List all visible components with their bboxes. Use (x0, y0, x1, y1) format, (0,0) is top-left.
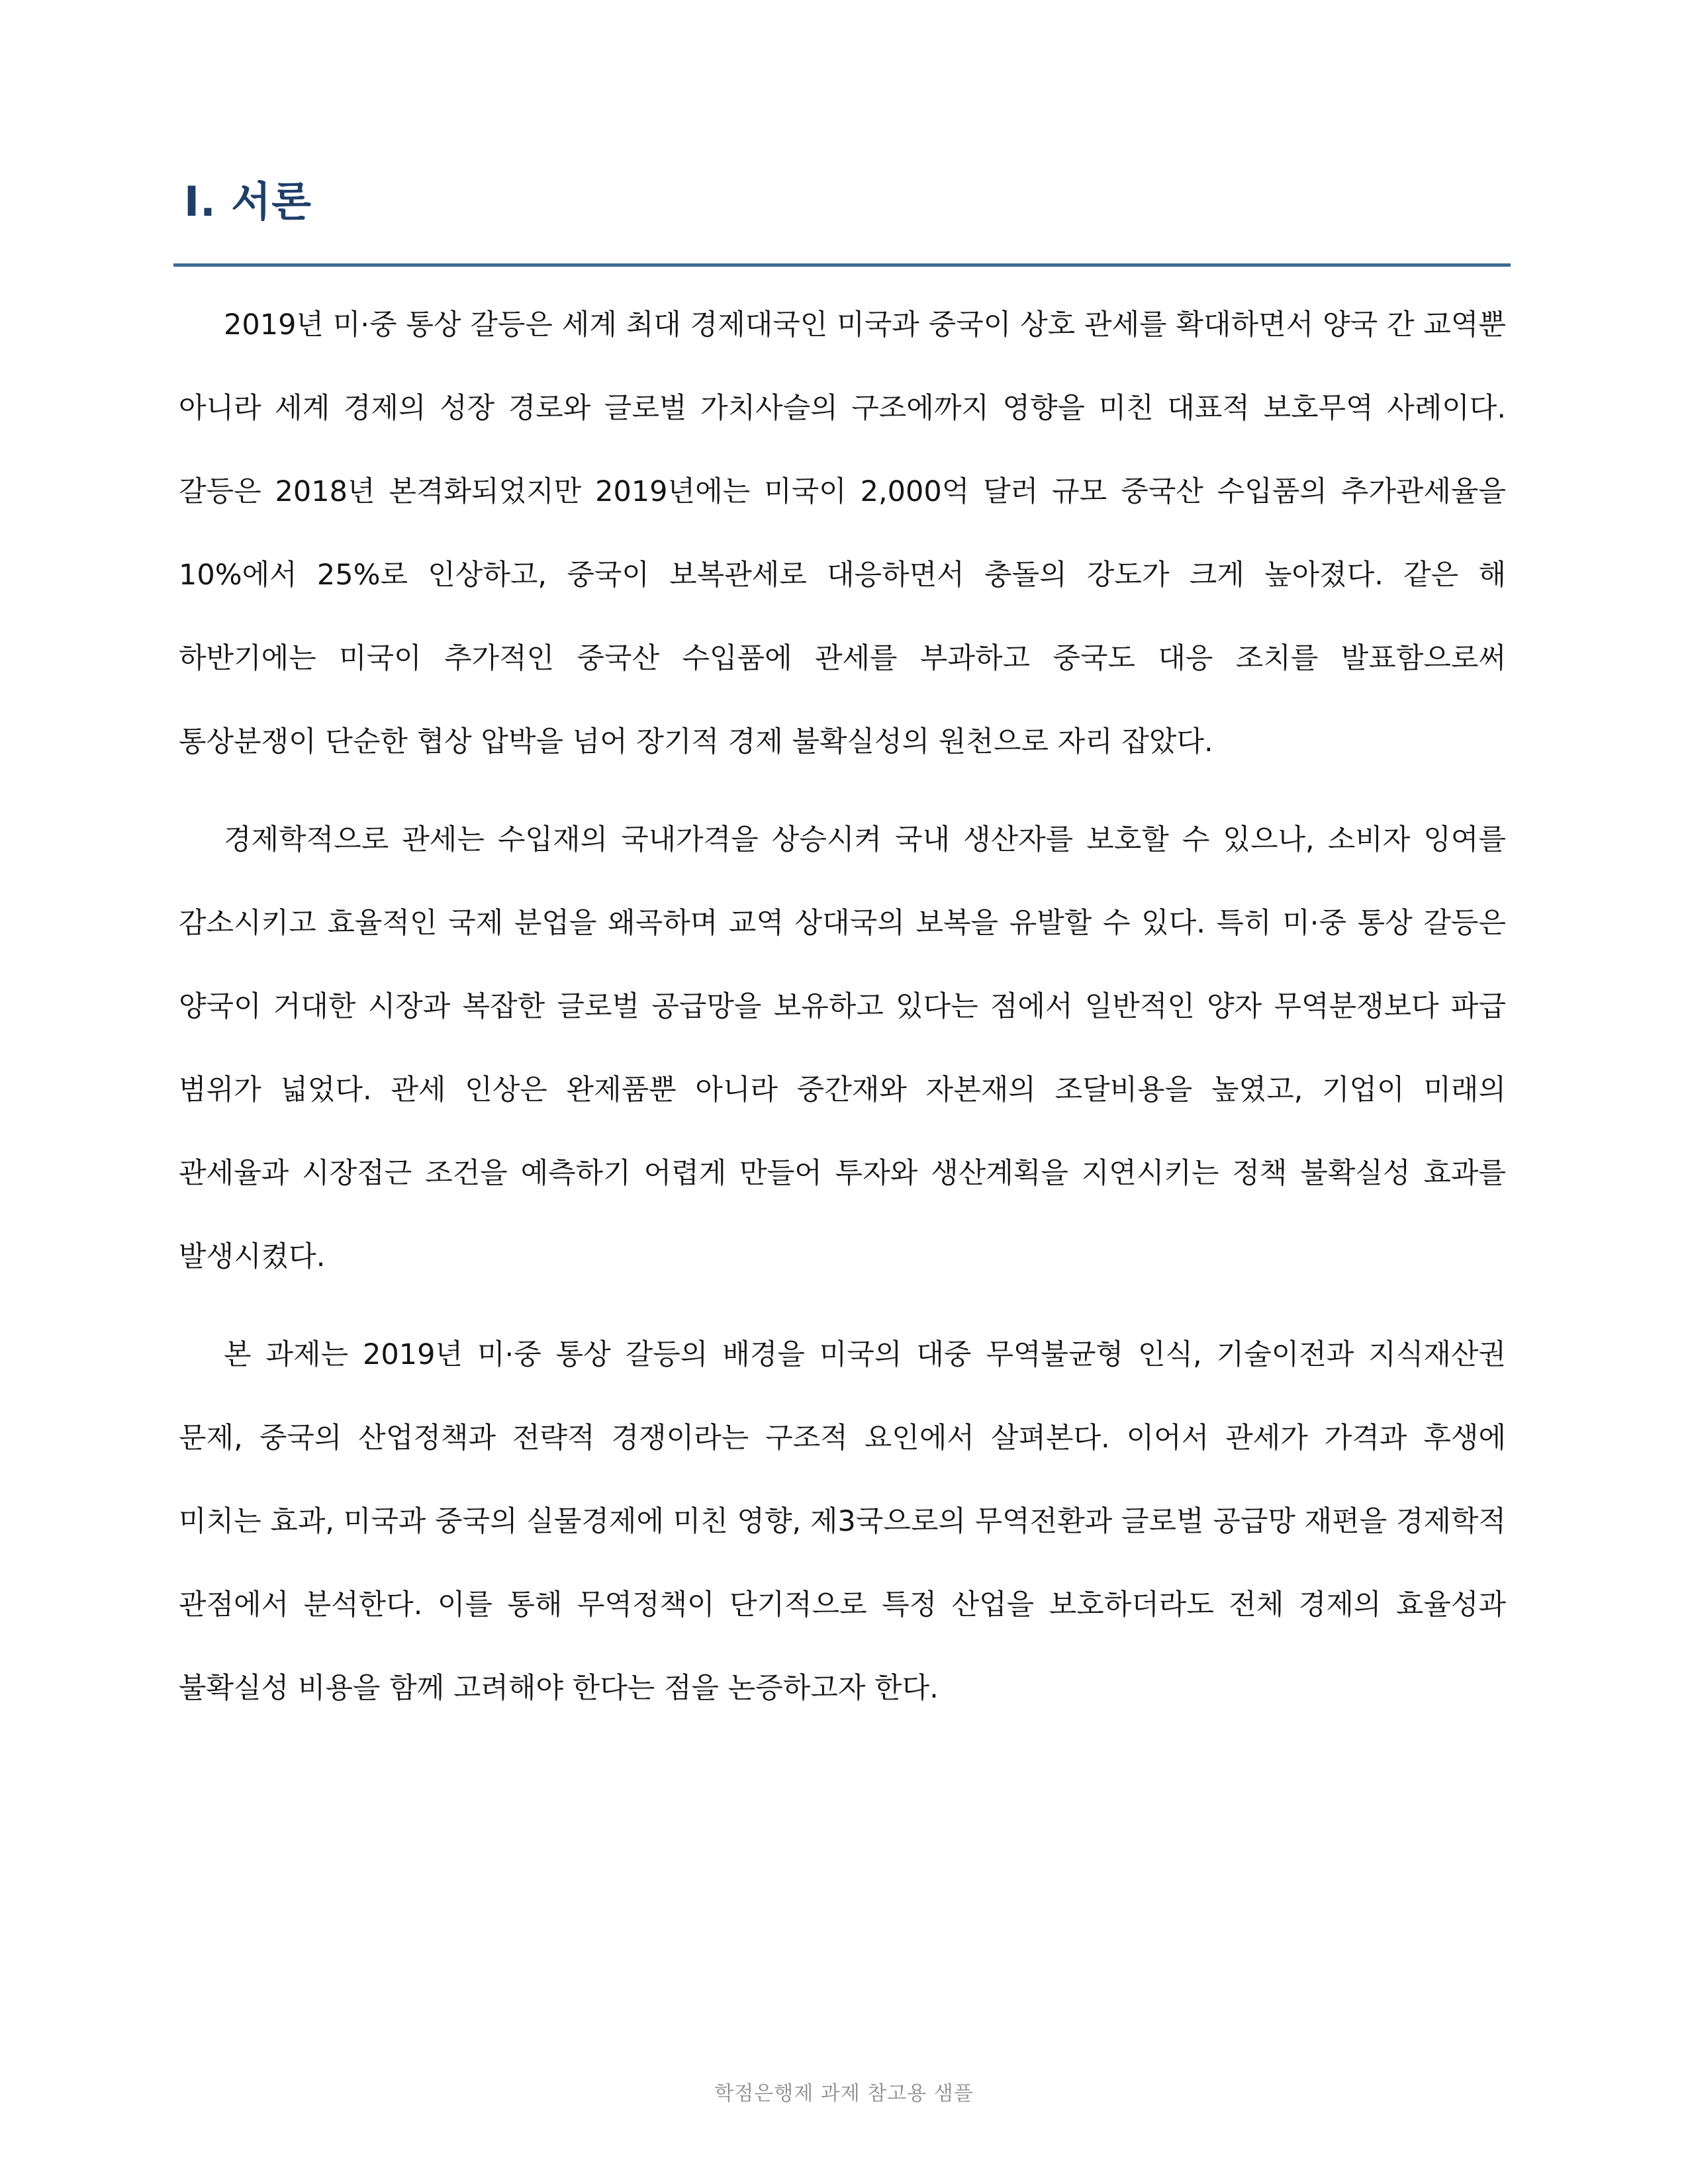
body-paragraph: 경제학적으로 관세는 수입재의 국내가격을 상승시켜 국내 생산자를 보호할 수 있으나, 소비자 잉여를 감소시키고 효율적인 국제 분업을 왜곡하며 교역 상대국의 보복을 유발할 수 있다. 특히 미·중 통상 갈등은 양국이 거대한 시장과 복잡한 글로벌 공급망을 보유하고 있다는 점에서 일반적인 양자 무역분쟁보다 파급 범위가 넓었다. 관세 인상은 완제품뿐 아니라 중간재와 자본재의 조달비용을 높였고, 기업이 미래의 관세율과 시장접근 조건을 예측하기 어렵게 만들어 투자와 생산계획을 지연시키는 정책 불확실성 효과를 발생시켰다. (179, 823, 1506, 1273)
section-heading: Ⅰ. 서론 (184, 177, 312, 226)
heading-divider (173, 263, 1511, 267)
document-body (179, 283, 1506, 1745)
page-footer: 학점은행제 과제 참고용 샘플 (714, 2082, 974, 2105)
body-paragraph: 본 과제는 2019년 미·중 통상 갈등의 배경을 미국의 대중 무역불균형 인식, 기술이전과 지식재산권 문제, 중국의 산업정책과 전략적 경쟁이라는 구조적 요인에서 살펴본다. 이어서 관세가 가격과 후생에 미치는 효과, 미국과 중국의 실물경제에 미친 영향, 제3국으로의 무역전환과 글로벌 공급망 재편을 경제학적 관점에서 분석한다. 이를 통해 무역정책이 단기적으로 특정 산업을 보호하더라도 전체 경제의 효율성과 불확실성 비용을 함께 고려해야 한다는 점을 논증하고자 한다. (179, 1338, 1506, 1705)
body-paragraph: 2019년 미·중 통상 갈등은 세계 최대 경제대국인 미국과 중국이 상호 관세를 확대하면서 양국 간 교역뿐 아니라 세계 경제의 성장 경로와 글로벌 가치사슬의 구조에까지 영향을 미친 대표적 보호무역 사례이다. 갈등은 2018년 본격화되었지만 2019년에는 미국이 2,000억 달러 규모 중국산 수입품의 추가관세율을 10%에서 25%로 인상하고, 중국이 보복관세로 대응하면서 충돌의 강도가 크게 높아졌다. 같은 해 하반기에는 미국이 추가적인 중국산 수입품에 관세를 부과하고 중국도 대응 조치를 발표함으로써 통상분쟁이 단순한 협상 압박을 넘어 장기적 경제 불확실성의 원천으로 자리 잡았다. (179, 308, 1506, 758)
